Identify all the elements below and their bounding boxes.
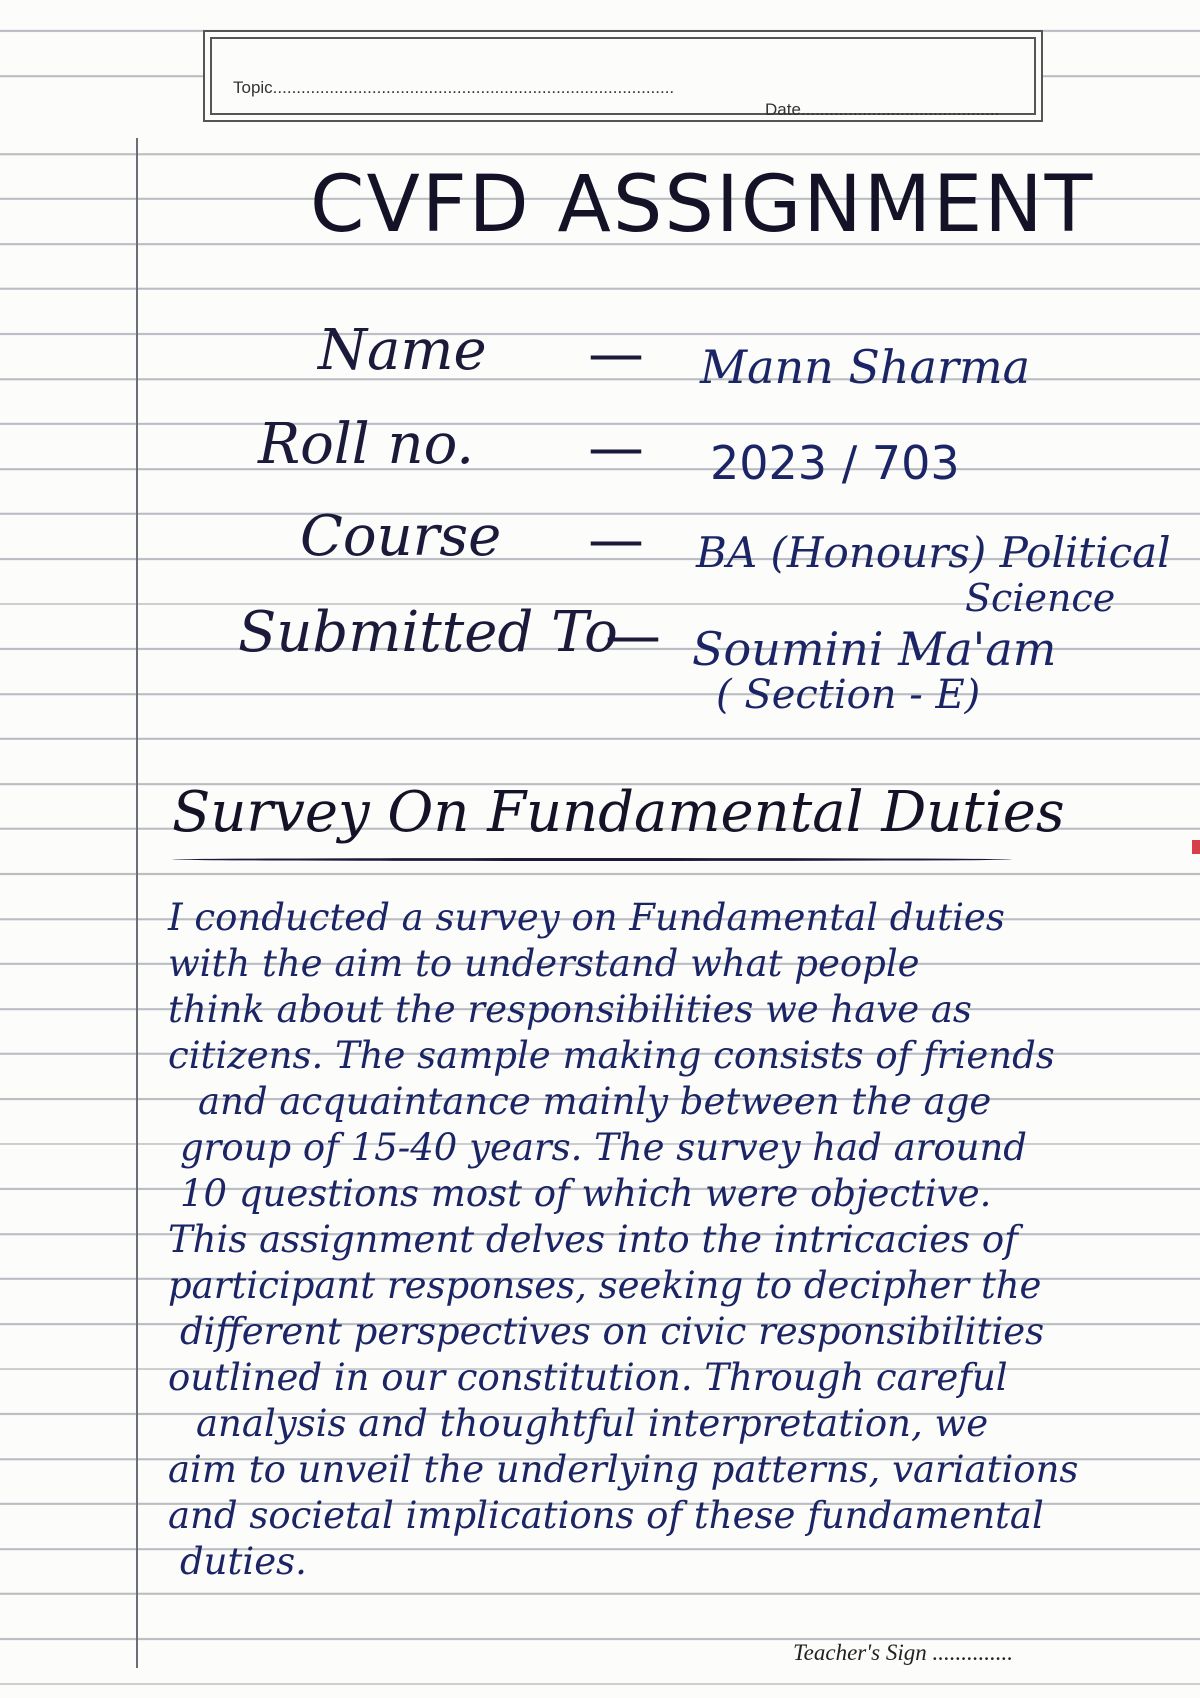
paragraph-line: with the aim to understand what people [168,942,920,985]
course-label: Course [300,504,502,569]
paragraph-line: outlined in our constitution. Through careful [168,1356,1008,1399]
paragraph-line: group of 15-40 years. The survey had around [180,1126,1027,1169]
roll-no-value: 2023 / 703 [710,436,960,490]
paragraph-line: aim to unveil the underlying patterns, variations [168,1448,1079,1491]
margin-line [136,138,138,1668]
submitted-to-label: Submitted To [238,600,618,665]
course-value-continued: Science [965,576,1116,620]
course-dash: — [588,508,644,573]
paragraph-line: think about the responsibilities we have as [168,988,972,1031]
topic-date-header [203,30,1043,122]
topic-label: Topic..................................................................................... [233,78,675,97]
paragraph-line: 10 questions most of which were objective. [180,1172,992,1215]
assignment-title: CVFD ASSIGNMENT [310,160,1095,250]
heading-underline [172,858,1012,861]
name-value: Mann Sharma [700,340,1030,394]
paragraph-line: citizens. The sample making consists of friends [168,1034,1055,1077]
name-dash: — [588,322,644,387]
paragraph-line: duties. [180,1540,307,1583]
paragraph-line: This assignment delves into the intricacies of [168,1218,1018,1261]
paragraph-line: analysis and thoughtful interpretation, we [196,1402,989,1445]
paragraph-line: and societal implications of these fundamental [168,1494,1044,1537]
name-label: Name [318,318,487,383]
section-note: ( Section - E) [716,672,981,718]
page-edge-mark [1192,840,1200,854]
paragraph-line: and acquaintance mainly between the age [198,1080,992,1123]
submitted-to-value: Soumini Ma'am [692,622,1057,676]
submitted-to-dash: — [605,604,661,669]
paragraph-line: participant responses, seeking to decipher the [168,1264,1042,1307]
roll-no-dash: — [588,416,644,481]
teacher-sign-label: Teacher's Sign .............. [793,1640,1014,1665]
date-label: Date.......................................... [765,100,1000,119]
roll-no-label: Roll no. [258,412,475,477]
course-value: BA (Honours) Political [696,528,1171,577]
paragraph-line: different perspectives on civic responsibilities [180,1310,1045,1353]
survey-heading: Survey On Fundamental Duties [172,780,1065,845]
paragraph-line: I conducted a survey on Fundamental duties [168,896,1005,939]
